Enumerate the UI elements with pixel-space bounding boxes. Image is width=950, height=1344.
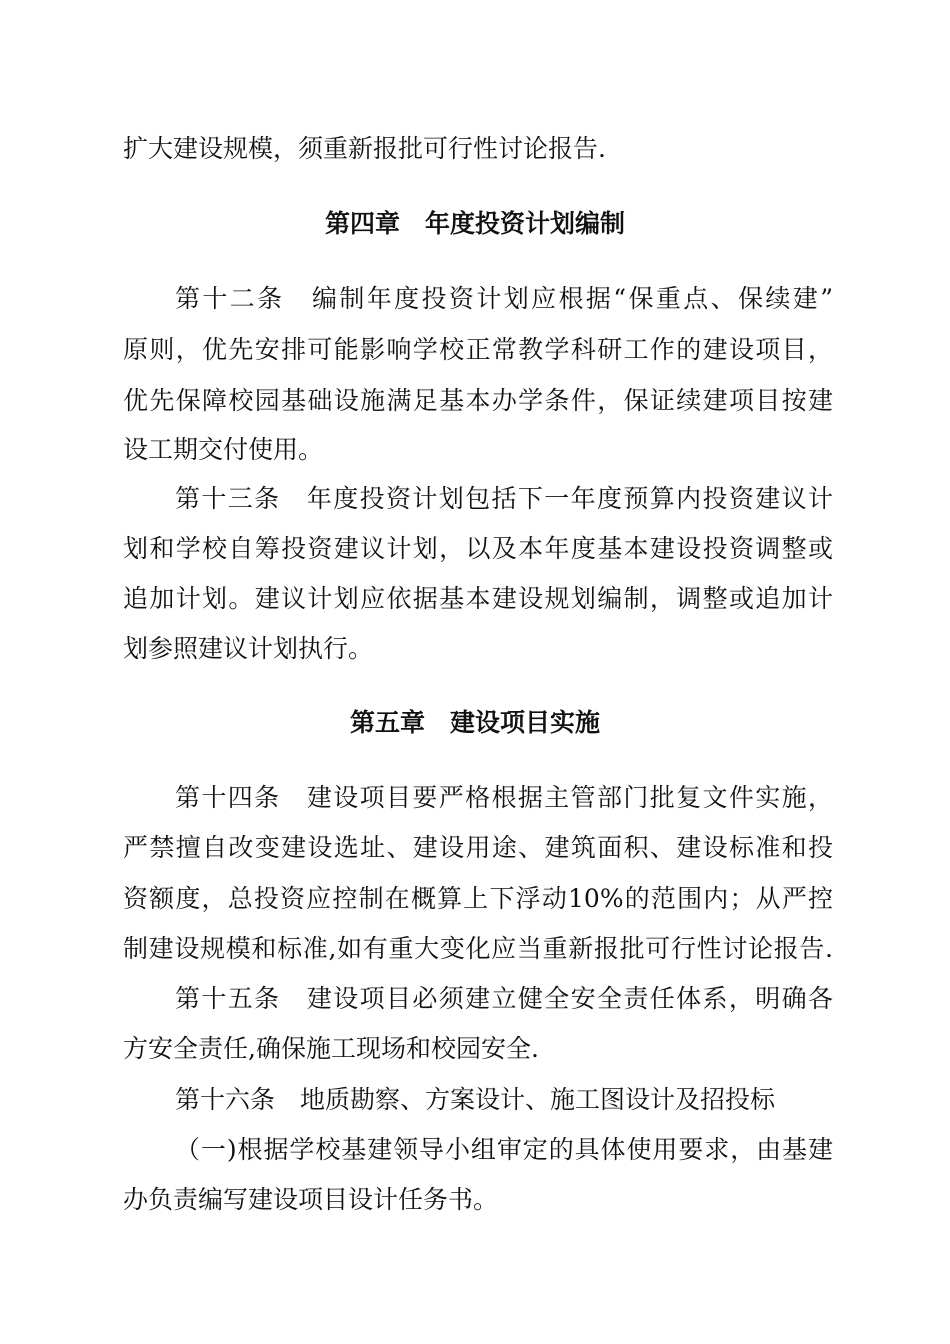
paragraph-line: 扩大建设规模，须重新报批可行性讨论报告. bbox=[123, 134, 606, 163]
paragraph-line: 划参照建议计划执行。 bbox=[123, 634, 374, 663]
paragraph-line: 严禁擅自改变建设选址、建设用途、建筑面积、建设标准和投 bbox=[123, 833, 833, 862]
paragraph-line: 原则，优先安排可能影响学校正常教学科研工作的建设项目， bbox=[123, 335, 833, 364]
paragraph-line: 办负责编写建设项目设计任务书。 bbox=[123, 1185, 499, 1214]
article-12-line: 第十二条 编制年度投资计划应根据“保重点、保续建” bbox=[175, 284, 833, 313]
chapter-heading: 第五章 建设项目实施 bbox=[349, 708, 600, 737]
paragraph-line: 制建设规模和标准,如有重大变化应当重新报批可行性讨论报告. bbox=[123, 934, 833, 963]
paragraph-line: 追加计划。建议计划应依据基本建设规划编制，调整或追加计 bbox=[123, 584, 833, 613]
article-13-line: 第十三条 年度投资计划包括下一年度预算内投资建议计 bbox=[175, 484, 833, 513]
chapter-heading: 第四章 年度投资计划编制 bbox=[324, 209, 625, 238]
paragraph-line: 优先保障校园基础设施满足基本办学条件，保证续建项目按建 bbox=[123, 386, 833, 415]
article-15-line: 第十五条 建设项目必须建立健全安全责任体系，明确各 bbox=[175, 984, 833, 1013]
paragraph-line: 方安全责任,确保施工现场和校园安全. bbox=[123, 1034, 539, 1063]
article-16-line: 第十六条 地质勘察、方案设计、施工图设计及招投标 bbox=[175, 1085, 776, 1114]
paragraph-line: 划和学校自筹投资建议计划，以及本年度基本建设投资调整或 bbox=[123, 534, 833, 563]
paragraph-line: 设工期交付使用。 bbox=[123, 435, 324, 464]
clause-1-line: （一)根据学校基建领导小组审定的具体使用要求，由基建 bbox=[175, 1135, 833, 1164]
article-14-line: 第十四条 建设项目要严格根据主管部门批复文件实施， bbox=[175, 783, 833, 812]
paragraph-line: 资额度，总投资应控制在概算上下浮动10%的范围内；从严控 bbox=[123, 884, 833, 913]
